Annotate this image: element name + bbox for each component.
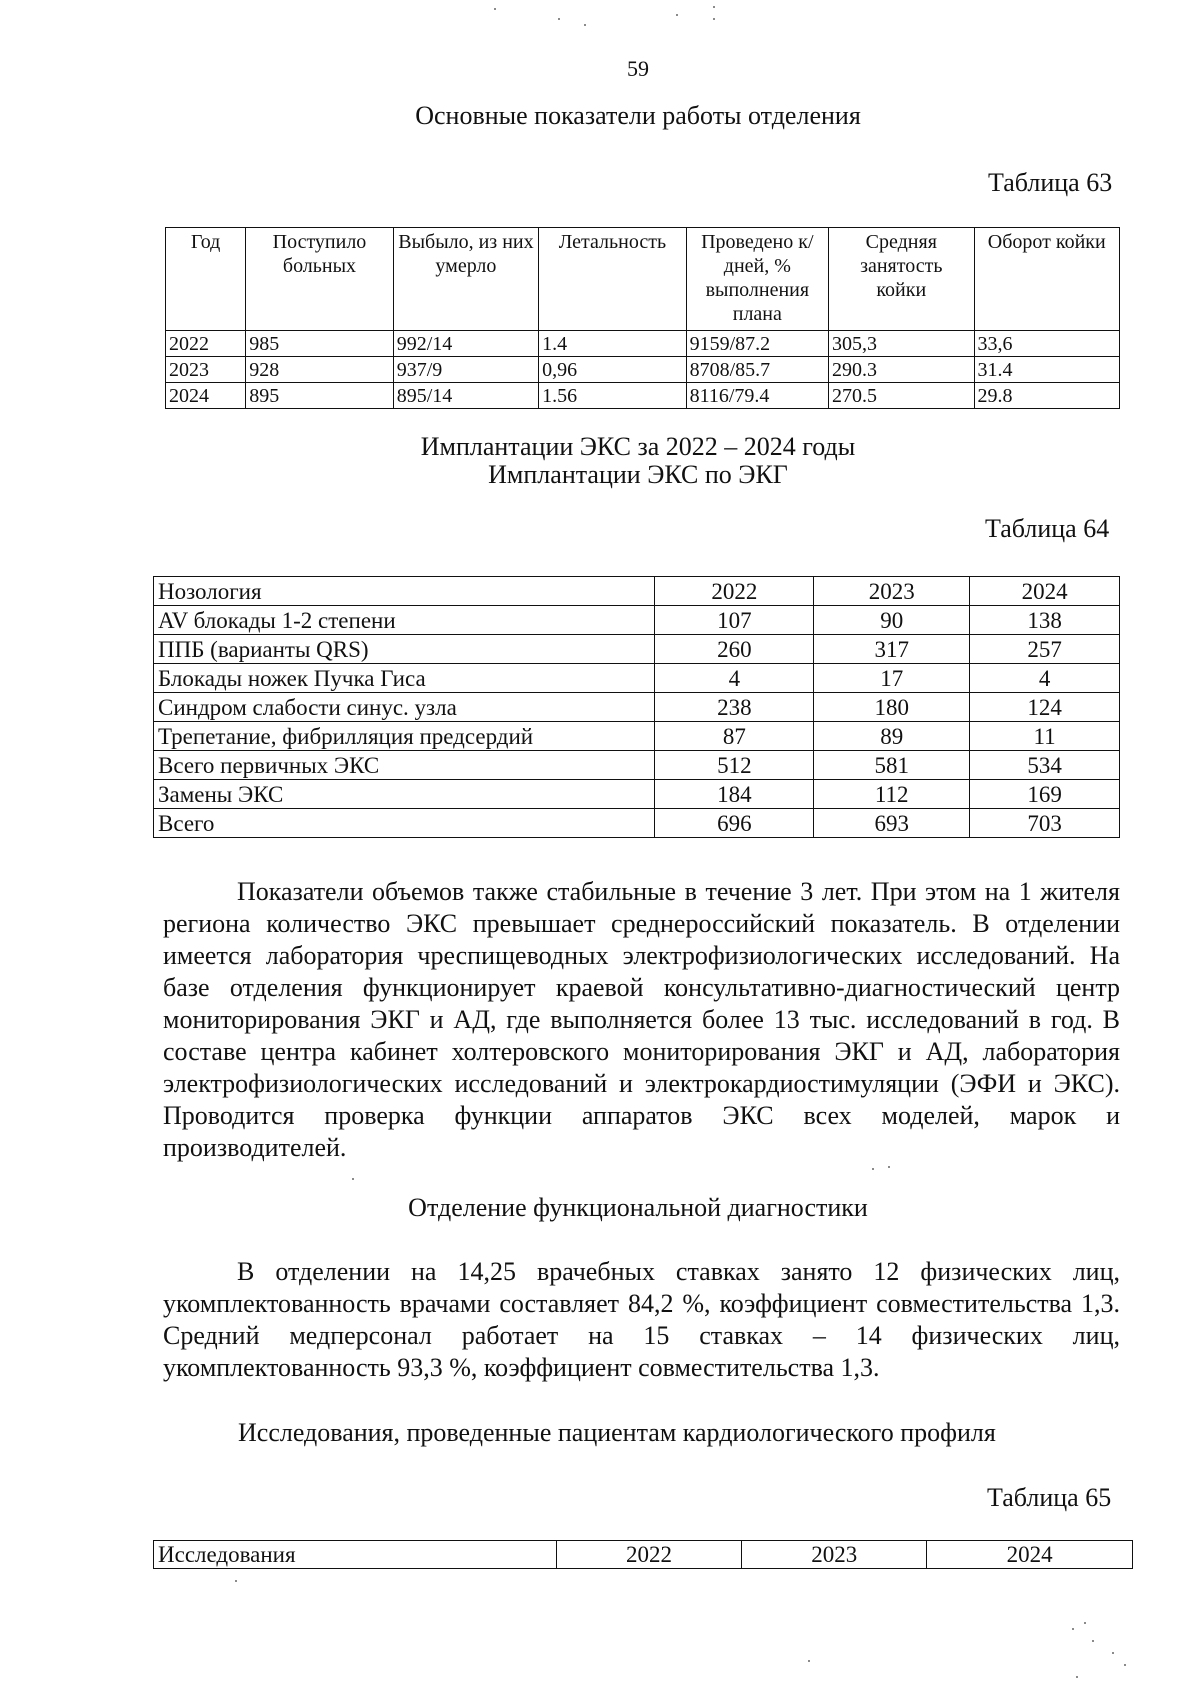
paragraph-volume-indicators — [163, 876, 1120, 1164]
table-row — [154, 780, 1120, 809]
table-row — [166, 357, 1120, 383]
table-cell: 89 — [814, 722, 970, 751]
header-cell: Проведено к/дней, % выполнения плана — [686, 228, 828, 331]
table-cell: 8708/85.7 — [686, 357, 828, 383]
table-cell: 87 — [655, 722, 814, 751]
table-cell: 2023 — [166, 357, 246, 383]
header-cell: 2023 — [814, 577, 970, 606]
scan-speck — [1072, 1628, 1074, 1630]
table-63-label: Таблица 63 — [988, 168, 1113, 197]
table-row — [166, 383, 1120, 409]
header-cell: Выбыло, из них умерло — [393, 228, 538, 331]
table-cell: 17 — [814, 664, 970, 693]
header-cell: Оборот койки — [974, 228, 1120, 331]
table-row — [154, 722, 1120, 751]
scan-speck — [676, 14, 678, 16]
paragraph-text: В отделении на 14,25 врачебных ставках занято 12 физических лиц, укомплектованность врачами составляет 84,2 %, коэффициент совместительства 1,3. Средний медперсонал работает на 15 ставках – 14 физических лиц, укомплектованность 93,3 %, коэффициент совместительства 1,3. — [163, 1257, 1120, 1382]
table-cell: Трепетание, фибрилляция предсердий — [154, 722, 655, 751]
table-header-row — [154, 1541, 1133, 1569]
scan-speck — [558, 18, 560, 20]
table-cell: 238 — [655, 693, 814, 722]
table-cell: 31.4 — [974, 357, 1120, 383]
table-cell: 928 — [246, 357, 393, 383]
table-cell: 184 — [655, 780, 814, 809]
paragraph-text: Показатели объемов также стабильные в течение 3 лет. При этом на 1 жителя региона количество ЭКС превышает среднероссийский показатель. В отделении имеется лаборатория чреспищеводных электрофизиологических исследований. На базе отделения функционирует краевой консультативно-диагностический центр мониторирования ЭКГ и АД, где выполняется более 13 тыс. исследований в год. В составе центра кабинет холтеровского мониторирования ЭКГ и АД, лаборатория электрофизиологических исследований и электрокардиостимуляции (ЭФИ и ЭКС). Проводится проверка функции аппаратов ЭКС всех моделей, марок и производителей. — [163, 877, 1120, 1162]
table-cell: 693 — [814, 809, 970, 838]
table-cell: 985 — [246, 331, 393, 357]
table-cell: 180 — [814, 693, 970, 722]
scan-speck — [1076, 1676, 1078, 1678]
header-cell: 2022 — [655, 577, 814, 606]
header-cell: Исследования — [154, 1541, 557, 1569]
table-cell: 895/14 — [393, 383, 538, 409]
table-row — [154, 606, 1120, 635]
table-cell: 305,3 — [829, 331, 974, 357]
scan-speck — [584, 24, 586, 26]
section-subtitle-eks-ecg: Имплантации ЭКС по ЭКГ — [488, 460, 788, 489]
table-cell: Замены ЭКС — [154, 780, 655, 809]
section-title-main-indicators: Основные показатели работы отделения — [415, 101, 861, 130]
table-header-row — [166, 228, 1120, 331]
scan-speck — [1084, 1622, 1086, 1624]
table-cell: 124 — [970, 693, 1120, 722]
scan-speck — [1112, 1652, 1114, 1654]
table-64 — [153, 576, 1120, 838]
table-cell: 1.56 — [539, 383, 686, 409]
table-cell: 512 — [655, 751, 814, 780]
table-cell: 290.3 — [829, 357, 974, 383]
table-cell: 107 — [655, 606, 814, 635]
scan-speck — [808, 1660, 810, 1662]
table-cell: 169 — [970, 780, 1120, 809]
scan-speck — [713, 18, 715, 20]
table-row — [154, 809, 1120, 838]
table-cell: Синдром слабости синус. узла — [154, 693, 655, 722]
page-number: 59 — [627, 56, 649, 81]
table-cell: 2022 — [166, 331, 246, 357]
table-65 — [153, 1540, 1133, 1569]
section-title-functional-diagnostics: Отделение функциональной диагностики — [408, 1193, 868, 1222]
scan-speck — [872, 1168, 874, 1170]
section-title-eks-implants: Имплантации ЭКС за 2022 – 2024 годы — [420, 432, 856, 461]
table-65-label: Таблица 65 — [987, 1483, 1112, 1512]
table-cell: 895 — [246, 383, 393, 409]
header-cell: Год — [166, 228, 246, 331]
table-cell: 9159/87.2 — [686, 331, 828, 357]
table-row — [154, 751, 1120, 780]
table-cell: AV блокады 1-2 степени — [154, 606, 655, 635]
table-cell: 1.4 — [539, 331, 686, 357]
table-63 — [165, 227, 1120, 409]
header-cell: 2024 — [970, 577, 1120, 606]
table-64-label: Таблица 64 — [985, 514, 1110, 543]
table-row — [154, 635, 1120, 664]
table-cell: 112 — [814, 780, 970, 809]
table-cell: 703 — [970, 809, 1120, 838]
header-cell: Нозология — [154, 577, 655, 606]
table-cell: 90 — [814, 606, 970, 635]
table-cell: ППБ (варианты QRS) — [154, 635, 655, 664]
table-cell: 4 — [655, 664, 814, 693]
scan-speck — [1124, 1664, 1126, 1666]
scan-speck — [1092, 1640, 1094, 1642]
table-row — [154, 693, 1120, 722]
scan-speck — [888, 1166, 890, 1168]
table-cell: Всего — [154, 809, 655, 838]
scan-speck — [235, 1580, 237, 1582]
header-cell: Летальность — [539, 228, 686, 331]
section-title-cardiology-studies: Исследования, проведенные пациентам кардиологического профиля — [238, 1418, 996, 1447]
scan-speck — [352, 1178, 354, 1180]
table-cell: 138 — [970, 606, 1120, 635]
table-cell: 8116/79.4 — [686, 383, 828, 409]
table-cell: Всего первичных ЭКС — [154, 751, 655, 780]
table-cell: 33,6 — [974, 331, 1120, 357]
table-cell: 534 — [970, 751, 1120, 780]
table-row — [154, 664, 1120, 693]
header-cell: Средняя занятость койки — [829, 228, 974, 331]
table-cell: 992/14 — [393, 331, 538, 357]
scan-speck — [494, 8, 496, 10]
table-cell: 260 — [655, 635, 814, 664]
table-cell: 696 — [655, 809, 814, 838]
table-cell: 2024 — [166, 383, 246, 409]
table-cell: 317 — [814, 635, 970, 664]
table-cell: 581 — [814, 751, 970, 780]
paragraph-functional-diagnostics — [163, 1256, 1120, 1384]
header-cell: Поступило больных — [246, 228, 393, 331]
table-cell: 937/9 — [393, 357, 538, 383]
table-row — [166, 331, 1120, 357]
table-cell: 270.5 — [829, 383, 974, 409]
table-cell: 29.8 — [974, 383, 1120, 409]
table-cell: 11 — [970, 722, 1120, 751]
table-cell: 257 — [970, 635, 1120, 664]
header-cell: 2022 — [556, 1541, 742, 1569]
scan-speck — [713, 6, 715, 8]
table-header-row — [154, 577, 1120, 606]
table-cell: 4 — [970, 664, 1120, 693]
table-cell: Блокады ножек Пучка Гиса — [154, 664, 655, 693]
table-cell: 0,96 — [539, 357, 686, 383]
header-cell: 2023 — [742, 1541, 927, 1569]
header-cell: 2024 — [927, 1541, 1133, 1569]
